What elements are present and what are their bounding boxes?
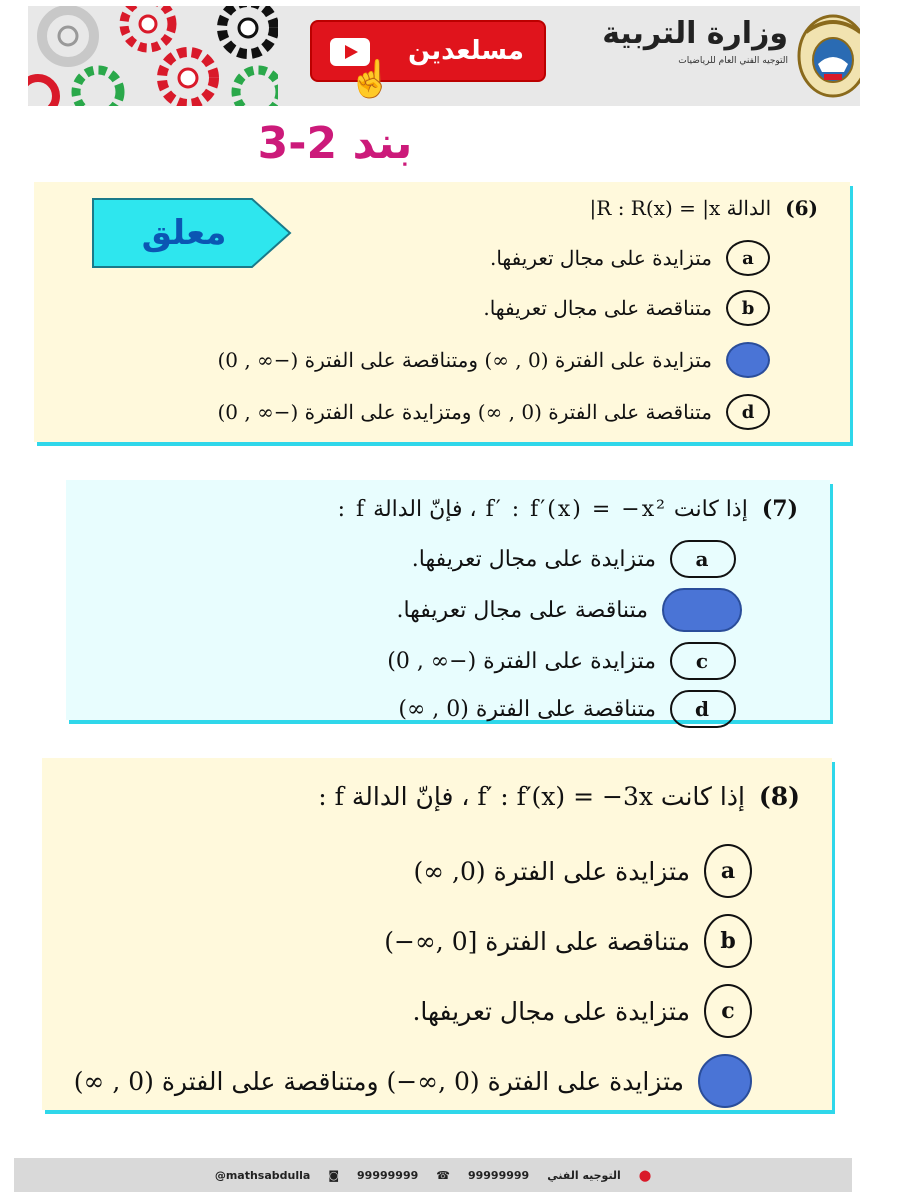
question-stem — [590, 196, 818, 220]
question-number: (7) — [761, 496, 798, 522]
option-text: متناقصة على مجال تعريفها. — [483, 296, 712, 320]
option-badge: d — [670, 690, 736, 728]
option-d-selected[interactable] — [74, 1054, 752, 1108]
option-text: متزايدة على الفترة (0 , ∞) ومتناقصة على الفترة (−∞ , 0) — [217, 348, 712, 372]
option-a[interactable] — [413, 844, 752, 898]
instagram-handle[interactable]: @mathsabdulla — [214, 1168, 311, 1182]
question-text: إذا كانت f′ : f′(x) = −3x ، فإنّ الدالة f : — [318, 782, 745, 811]
option-badge: c — [704, 984, 752, 1038]
question-number: (8) — [758, 782, 800, 811]
option-text: متزايدة على الفترة (−∞ , 0) — [387, 648, 656, 674]
option-c-selected[interactable] — [217, 342, 770, 378]
option-badge: a — [704, 844, 752, 898]
footer-contact-bar — [14, 1158, 852, 1192]
option-text: متناقصة على الفترة (0 , ∞) — [398, 696, 656, 722]
ministry-logo-block — [558, 14, 788, 102]
option-badge: a — [726, 240, 770, 276]
option-d[interactable] — [217, 394, 770, 430]
option-b[interactable] — [384, 914, 752, 968]
youtube-channel-label: مسلعدين — [407, 36, 524, 66]
option-text: متزايدة على الفترة (0 ,∞−) ومتناقصة على الفترة (0 , ∞) — [73, 1066, 684, 1096]
footer-label: التوجيه الفني — [547, 1168, 621, 1182]
option-a[interactable] — [490, 240, 770, 276]
location-pin-icon: ⬤ — [638, 1168, 652, 1182]
question-stem — [338, 496, 798, 522]
option-text: متزايدة على مجال تعريفها. — [489, 246, 712, 270]
option-b[interactable] — [483, 290, 770, 326]
option-text: متناقصة على مجال تعريفها. — [396, 597, 648, 623]
selected-answer-marker — [726, 342, 770, 378]
youtube-channel-button[interactable] — [310, 20, 546, 82]
option-text: متناقصة على الفترة [0 ,∞−) — [384, 926, 690, 956]
question-card-7 — [66, 480, 830, 720]
option-c[interactable] — [412, 984, 752, 1038]
option-badge: c — [670, 642, 736, 680]
section-title: بند 2-3 — [257, 118, 413, 169]
question-stem — [318, 782, 800, 811]
option-text: متناقصة على الفترة (0 , ∞) ومتزايدة على الفترة (−∞ , 0) — [217, 400, 712, 424]
question-text: إذا كانت f′ : f′(x) = −x² ، فإنّ الدالة f : — [337, 497, 748, 522]
option-badge: b — [726, 290, 770, 326]
phone-number[interactable]: 99999999 — [467, 1168, 530, 1182]
option-c[interactable] — [387, 642, 736, 680]
ministry-subtitle: التوجيه الفني العام للرياضيات — [678, 56, 788, 66]
pointer-hand-icon: ☝ — [348, 59, 393, 100]
option-badge: b — [704, 914, 752, 968]
state-emblem-icon — [796, 12, 860, 100]
selected-answer-marker — [698, 1054, 752, 1108]
option-badge: d — [726, 394, 770, 430]
question-card-8 — [42, 758, 832, 1110]
selected-answer-marker — [662, 588, 742, 632]
option-text: متزايدة على مجال تعريفها. — [412, 996, 690, 1026]
ministry-title: وزارة التربية — [602, 16, 788, 51]
gears-decoration — [28, 6, 278, 106]
phone-icon: ☎ — [436, 1168, 450, 1182]
question-text: الدالة R : R(x) = |x| — [589, 196, 772, 220]
option-text: متزايدة على مجال تعريفها. — [411, 546, 656, 572]
instagram-icon: ◙ — [328, 1168, 340, 1182]
option-d[interactable] — [398, 690, 736, 728]
option-text: متزايدة على الفترة (0, ∞) — [413, 856, 690, 886]
option-b-selected[interactable] — [396, 588, 742, 632]
option-a[interactable] — [412, 540, 736, 578]
header-banner — [28, 6, 860, 106]
pending-tag-label: معلق — [141, 213, 227, 253]
question-number: (6) — [785, 196, 818, 220]
option-badge: a — [670, 540, 736, 578]
whatsapp-number[interactable]: 99999999 — [357, 1168, 419, 1182]
